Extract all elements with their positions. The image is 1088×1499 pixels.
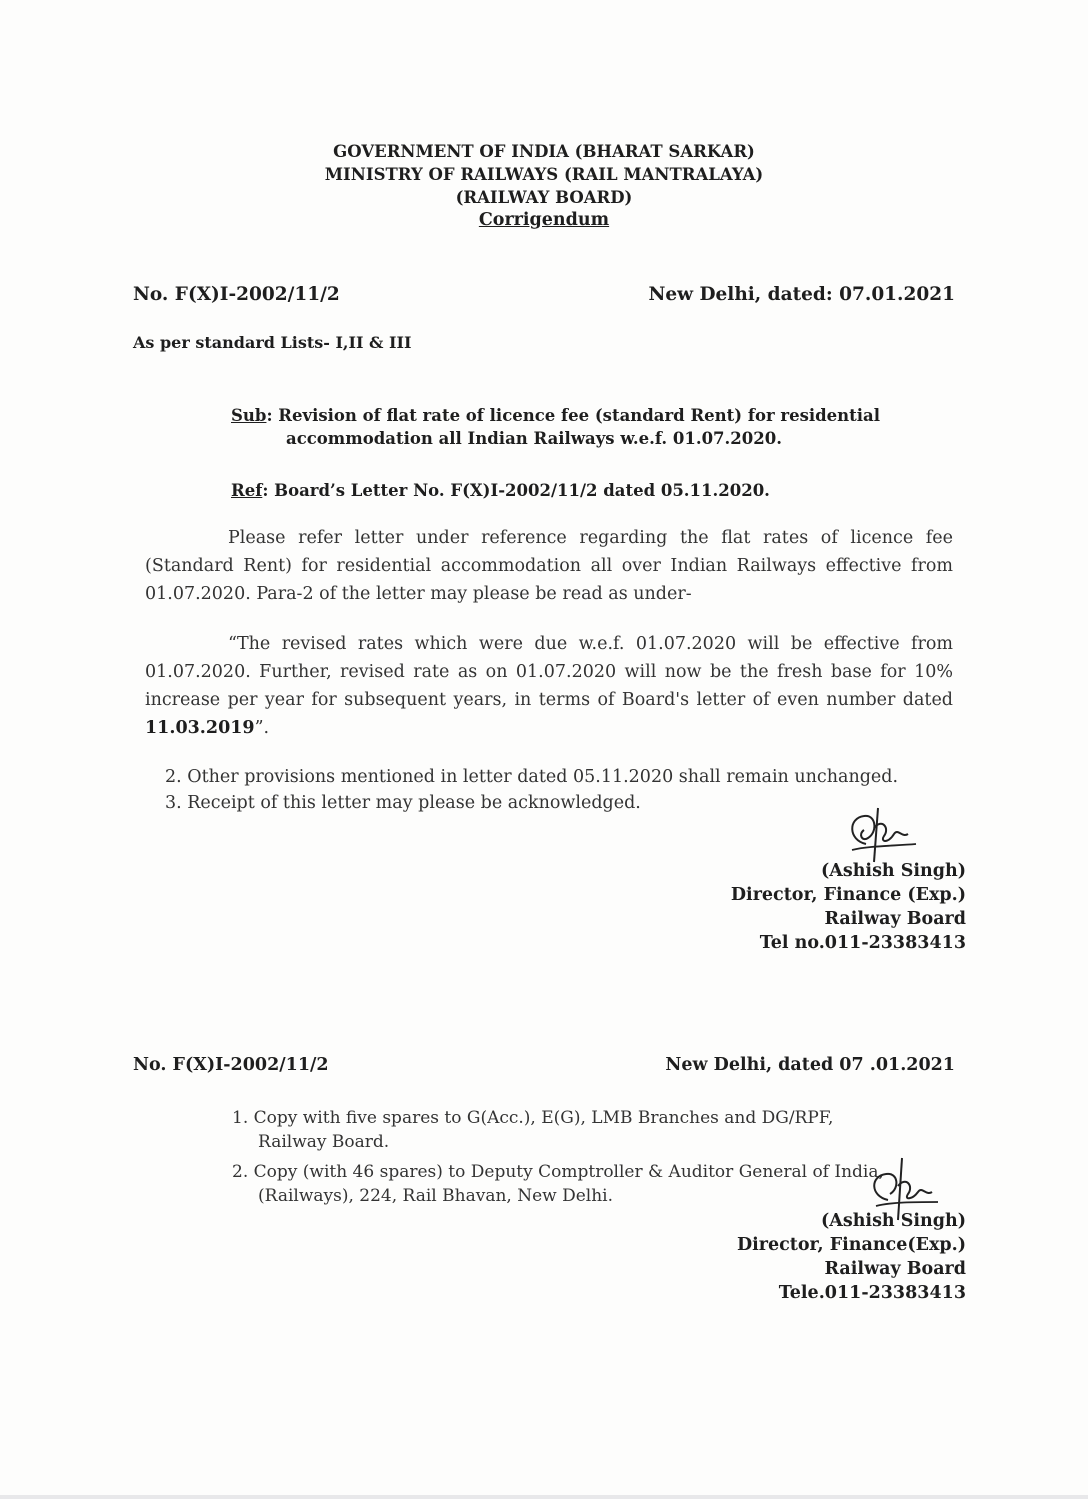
signatory-tel: Tele.011-23383413 — [778, 1283, 966, 1303]
letterhead — [0, 140, 1088, 232]
signatory-office: Railway Board — [824, 1259, 966, 1279]
header-ministry: MINISTRY OF RAILWAYS (RAIL MANTRALAYA) — [324, 165, 764, 184]
letter-number-2: No. F(X)I-2002/11/2 — [133, 1055, 329, 1075]
header-board: (RAILWAY BOARD) — [455, 188, 633, 207]
reference-label: Ref — [231, 481, 263, 500]
points-list — [165, 764, 898, 816]
letter-date: New Delhi, dated: 07.01.2021 — [648, 284, 955, 305]
header-government: GOVERNMENT OF INDIA (BHARAT SARKAR) — [333, 142, 755, 161]
copy-item-line2: (Railways), 224, Rail Bhavan, New Delhi. — [258, 1186, 614, 1206]
subject-line1: : Revision of flat rate of licence fee (standard Rent) for residential — [266, 406, 881, 425]
reference-line — [231, 481, 770, 500]
letter-number: No. F(X)I-2002/11/2 — [133, 284, 340, 305]
letter-date-2: New Delhi, dated 07 .01.2021 — [665, 1055, 955, 1075]
scan-edge — [0, 1495, 1088, 1499]
signatory-designation: Director, Finance(Exp.) — [736, 1235, 966, 1255]
copy-item — [232, 1106, 884, 1154]
copy-item — [232, 1160, 884, 1208]
copy-item-line1: 1. Copy with five spares to G(Acc.), E(G), LMB Branches and DG/RPF, — [232, 1108, 834, 1128]
subject-line2: accommodation all Indian Railways w.e.f. 01.07.2020. — [286, 429, 782, 448]
body-quote — [145, 630, 953, 742]
signatory-office: Railway Board — [824, 909, 966, 929]
signatory-designation: Director, Finance (Exp.) — [730, 885, 966, 905]
subject-label: Sub — [231, 406, 267, 425]
copy-item-line2: Railway Board. — [258, 1132, 390, 1152]
addressee: As per standard Lists- I,II & III — [133, 333, 412, 352]
signatory-name: (Ashish Singh) — [821, 1211, 966, 1231]
reference-text: : Board’s Letter No. F(X)I-2002/11/2 dated 05.11.2020. — [262, 481, 770, 500]
copy-list — [232, 1106, 884, 1208]
quote-text: “The revised rates which were due w.e.f. 01.07.2020 will be effective from 01.07.2020. Further, revised rate as on 01.07.2020 will now be the fresh base for 10% increase per year for subsequent years, in terms of Board's letter of even number dated — [145, 634, 953, 710]
reference-row — [133, 284, 955, 305]
copy-item-line1: 2. Copy (with 46 spares) to Deputy Comptroller & Auditor General of India, — [232, 1162, 884, 1182]
quote-date: 11.03.2019 — [145, 718, 255, 738]
signatory-tel: Tel no.011-23383413 — [759, 933, 966, 953]
document-title: Corrigendum — [478, 210, 610, 230]
point-item: 3. Receipt of this letter may please be acknowledged. — [165, 793, 641, 813]
signatory-name: (Ashish Singh) — [821, 861, 966, 881]
signature-block-2 — [737, 1209, 966, 1305]
signature-image — [838, 804, 920, 864]
quote-end: ”. — [254, 718, 270, 738]
body-paragraph-1: Please refer letter under reference regarding the flat rates of licence fee (Standard Rent) for residential accommodation all over Indian Railways effective from 01.07.2020. Para-2 of the letter may please be read as under- — [145, 528, 953, 604]
subject-block — [231, 404, 880, 450]
reference-row-2 — [133, 1055, 955, 1075]
point-item: 2. Other provisions mentioned in letter dated 05.11.2020 shall remain unchanged. — [165, 767, 899, 787]
signature-block-1 — [731, 859, 966, 955]
